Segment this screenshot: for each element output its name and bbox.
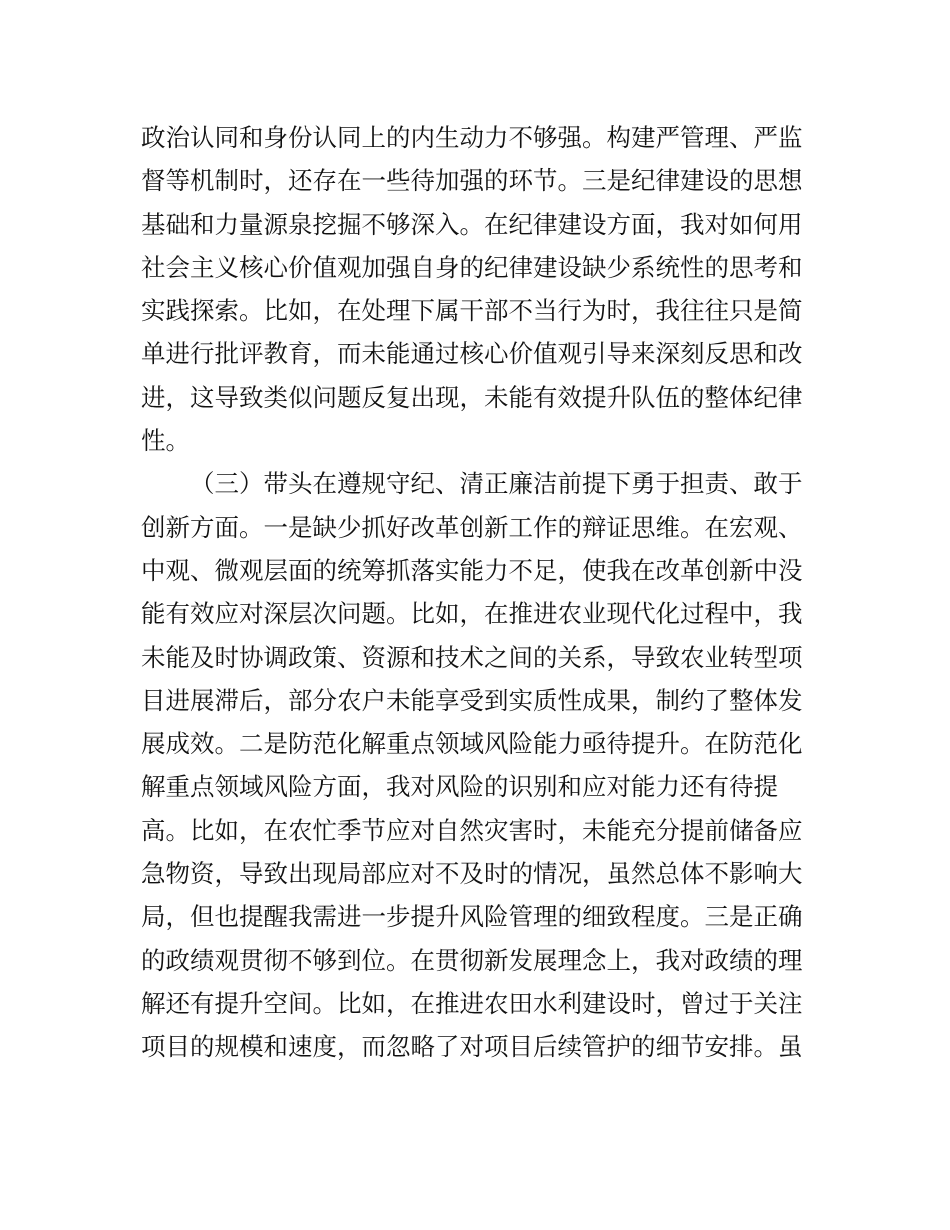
text-line: 急物资，导致出现局部应对不及时的情况，虽然总体不影响大: [141, 859, 803, 889]
text-line: 解还有提升空间。比如，在推进农田水利建设时，曾过于关注: [141, 988, 803, 1018]
text-line: 能有效应对深层次问题。比如，在推进农业现代化过程中，我: [141, 599, 803, 629]
body-text: [141, 116, 821, 1069]
text-line: 解重点领域风险方面，我对风险的识别和应对能力还有待提: [141, 772, 778, 802]
text-line: 高。比如，在农忙季节应对自然灾害时，未能充分提前储备应: [141, 815, 803, 845]
text-line: 政治认同和身份认同上的内生动力不够强。构建严管理、严监: [141, 123, 803, 152]
text-line: 性。: [141, 426, 190, 456]
text-line: 进，这导致类似问题反复出现，未能有效提升队伍的整体纪律: [141, 382, 803, 412]
text-line: 展成效。二是防范化解重点领域风险能力亟待提升。在防范化: [141, 729, 803, 759]
text-line: 创新方面。一是缺少抓好改革创新工作的辩证思维。在宏观、: [141, 512, 803, 542]
text-line: 基础和力量源泉挖掘不够深入。在纪律建设方面，我对如何用: [141, 209, 803, 239]
text-line: 实践探索。比如，在处理下属干部不当行为时，我往往只是简: [141, 296, 803, 326]
text-line: 单进行批评教育，而未能通过核心价值观引导来深刻反思和改: [141, 339, 803, 369]
paragraph-first-line: （三）带头在遵规守纪、清正廉洁前提下勇于担责、敢于: [190, 469, 803, 499]
text-line: 目进展滞后，部分农户未能享受到实质性成果，制约了整体发: [141, 685, 803, 715]
text-line: 社会主义核心价值观加强自身的纪律建设缺少系统性的思考和: [141, 252, 803, 282]
text-line: 督等机制时，还存在一些待加强的环节。三是纪律建设的思想: [141, 166, 803, 196]
text-line: 局，但也提醒我需进一步提升风险管理的细致程度。三是正确: [141, 902, 803, 932]
text-line: 中观、微观层面的统筹抓落实能力不足，使我在改革创新中没: [141, 555, 803, 585]
text-line: 的政绩观贯彻不够到位。在贯彻新发展理念上，我对政绩的理: [141, 945, 803, 975]
text-line: 项目的规模和速度，而忽略了对项目后续管护的细节安排。虽: [141, 1032, 803, 1062]
text-line: 未能及时协调政策、资源和技术之间的关系，导致农业转型项: [141, 642, 803, 672]
